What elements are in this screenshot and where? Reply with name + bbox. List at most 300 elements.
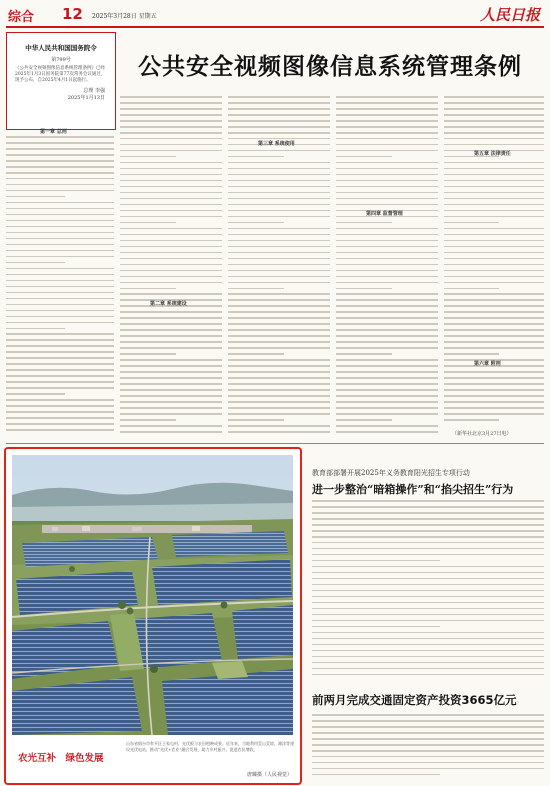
text-line: [444, 293, 544, 295]
text-line: [444, 389, 544, 391]
article-column-3: [228, 96, 330, 440]
text-line: [6, 148, 114, 150]
text-line: [120, 210, 222, 212]
text-line: [336, 347, 438, 349]
text-line: [312, 750, 544, 752]
state-council-decree: [6, 32, 116, 130]
text-line: [336, 299, 438, 301]
text-line: [444, 234, 544, 236]
text-line: [228, 192, 330, 194]
text-line: [228, 222, 284, 224]
text-line: [312, 756, 544, 758]
text-line: [120, 216, 222, 218]
text-line: [228, 246, 330, 248]
text-line: [336, 198, 438, 200]
aerial-photo: [12, 455, 293, 735]
photo-credit: 唐臻摄（人民视觉）: [246, 772, 292, 778]
section-divider: [6, 443, 544, 444]
text-line: [312, 632, 544, 634]
text-line: [6, 190, 114, 192]
text-line: [6, 423, 114, 425]
article-column-5: [444, 96, 544, 426]
text-line: [336, 270, 438, 272]
text-line: [120, 102, 222, 104]
text-line: [336, 204, 438, 206]
text-line: [312, 738, 544, 740]
text-line: [336, 138, 438, 140]
text-line: [120, 138, 222, 140]
text-line: [444, 204, 544, 206]
text-line: [120, 311, 222, 313]
text-line: [120, 150, 222, 152]
text-line: [228, 180, 330, 182]
text-line: [312, 744, 544, 746]
text-line: [120, 383, 222, 385]
text-line: [444, 270, 544, 272]
text-line: [312, 656, 544, 658]
text-line: [120, 144, 222, 146]
text-line: [228, 108, 330, 110]
text-line: [228, 258, 330, 260]
text-line: [444, 323, 544, 325]
text-line: [228, 329, 330, 331]
text-line: [228, 234, 330, 236]
text-line: [336, 234, 438, 236]
text-line: [120, 168, 222, 170]
text-line: [228, 240, 330, 242]
text-line: [120, 413, 222, 415]
text-line: [228, 365, 330, 367]
text-line: [336, 383, 438, 385]
text-line: [444, 282, 544, 284]
text-line: [312, 536, 544, 538]
text-line: [312, 668, 544, 670]
decree-title: 中华人民共和国国务院令: [25, 44, 97, 52]
text-line: [120, 252, 222, 254]
chapter-heading: 第一章 总则: [40, 129, 67, 135]
text-line: [228, 293, 330, 295]
text-line: [312, 726, 544, 728]
text-line: [120, 246, 222, 248]
text-line: [336, 144, 438, 146]
text-line: [6, 387, 114, 389]
text-line: [228, 377, 330, 379]
text-line: [6, 202, 114, 204]
text-line: [120, 431, 222, 433]
text-line: [228, 425, 330, 427]
main-article-title: 公共安全视频图像信息系统管理条例: [138, 54, 522, 80]
text-line: [444, 264, 544, 266]
text-line: [228, 186, 330, 188]
text-line: [312, 602, 544, 604]
text-line: [444, 174, 544, 176]
text-line: [120, 341, 222, 343]
text-line: [6, 154, 114, 156]
chapter-heading: 第六章 附则: [474, 361, 501, 367]
text-line: [312, 644, 544, 646]
decree-date: 2025年1月13日: [67, 95, 105, 101]
text-line: [228, 114, 330, 116]
text-line: [228, 162, 330, 164]
text-line: [336, 252, 438, 254]
text-line: [444, 276, 544, 278]
text-line: [312, 674, 544, 676]
text-line: [6, 363, 114, 365]
text-line: [6, 232, 114, 234]
text-line: [336, 288, 392, 290]
article-column-1: [6, 136, 114, 440]
text-line: [6, 298, 114, 300]
text-line: [228, 150, 330, 152]
text-line: [228, 335, 330, 337]
text-line: [120, 228, 222, 230]
text-line: [336, 413, 438, 415]
text-line: [6, 381, 114, 383]
text-line: [312, 566, 544, 568]
text-line: [228, 126, 330, 128]
text-line: [6, 405, 114, 407]
text-line: [444, 419, 499, 421]
text-line: [444, 383, 544, 385]
text-line: [6, 178, 114, 180]
article-column-4: [336, 96, 438, 440]
text-line: [6, 292, 114, 294]
text-line: [228, 407, 330, 409]
text-line: [120, 335, 222, 337]
text-line: [336, 132, 438, 134]
text-line: [6, 345, 114, 347]
text-line: [6, 310, 114, 312]
text-line: [228, 371, 330, 373]
text-line: [336, 162, 438, 164]
text-line: [444, 162, 544, 164]
article-headline: 前两月完成交通固定资产投资3665亿元: [312, 693, 517, 707]
text-line: [336, 317, 438, 319]
text-line: [228, 132, 330, 134]
text-line: [120, 329, 222, 331]
text-line: [228, 174, 330, 176]
text-line: [6, 375, 114, 377]
text-line: [312, 596, 544, 598]
text-line: [6, 417, 114, 419]
chapter-heading: 第四章 监督管理: [366, 211, 403, 217]
text-line: [120, 270, 222, 272]
text-line: [336, 389, 438, 391]
text-line: [336, 311, 438, 313]
text-line: [228, 353, 284, 355]
text-line: [444, 347, 544, 349]
text-line: [336, 240, 438, 242]
text-line: [312, 548, 544, 550]
text-line: [312, 524, 544, 526]
text-line: [120, 293, 222, 295]
text-line: [120, 240, 222, 242]
text-line: [120, 180, 222, 182]
chapter-heading: 第三章 系统使用: [258, 141, 295, 147]
text-line: [120, 156, 176, 158]
text-line: [444, 138, 544, 140]
text-line: [336, 114, 438, 116]
text-line: [120, 317, 222, 319]
text-line: [444, 317, 544, 319]
text-line: [336, 228, 438, 230]
chapter-heading: 第二章 系统建设: [150, 301, 187, 307]
text-line: [120, 174, 222, 176]
text-line: [336, 371, 438, 373]
section-label: 综合: [8, 10, 35, 25]
text-line: [444, 192, 544, 194]
text-line: [336, 174, 438, 176]
text-line: [120, 120, 222, 122]
text-line: [444, 413, 544, 415]
text-line: [120, 114, 222, 116]
text-line: [312, 608, 544, 610]
text-line: [228, 252, 330, 254]
text-line: [336, 323, 438, 325]
text-line: [444, 407, 544, 409]
text-line: [336, 305, 438, 307]
text-line: [312, 578, 544, 580]
text-line: [312, 638, 544, 640]
text-line: [336, 359, 438, 361]
text-line: [120, 96, 222, 98]
newspaper-logo: 人民日报: [479, 6, 540, 24]
text-line: [312, 732, 544, 734]
article-dateline: （新华社北京3月27日电）: [452, 431, 512, 437]
text-line: [6, 280, 114, 282]
text-line: [336, 419, 392, 421]
text-line: [120, 264, 222, 266]
text-line: [444, 341, 544, 343]
text-line: [312, 650, 544, 652]
text-line: [120, 192, 222, 194]
text-line: [228, 323, 330, 325]
text-line: [228, 419, 284, 421]
text-line: [6, 226, 114, 228]
text-line: [444, 222, 499, 224]
text-line: [6, 316, 114, 318]
text-line: [444, 144, 544, 146]
text-line: [444, 96, 544, 98]
text-line: [120, 377, 222, 379]
text-line: [6, 214, 114, 216]
text-line: [312, 590, 544, 592]
text-line: [444, 258, 544, 260]
text-line: [6, 328, 65, 330]
text-line: [228, 204, 330, 206]
text-line: [312, 512, 544, 514]
text-line: [6, 256, 114, 258]
text-line: [228, 389, 330, 391]
text-line: [336, 401, 438, 403]
text-line: [444, 120, 544, 122]
text-line: [444, 114, 544, 116]
text-line: [336, 126, 438, 128]
text-line: [228, 359, 330, 361]
text-line: [444, 335, 544, 337]
article-column-2: [120, 96, 222, 440]
text-line: [312, 720, 544, 722]
text-line: [228, 299, 330, 301]
text-line: [228, 168, 330, 170]
text-line: [312, 572, 544, 574]
text-line: [312, 500, 544, 502]
text-line: [6, 339, 114, 341]
text-line: [444, 240, 544, 242]
text-line: [228, 102, 330, 104]
chapter-heading: 第五章 法律责任: [474, 151, 511, 157]
text-line: [312, 518, 544, 520]
text-line: [336, 264, 438, 266]
text-line: [120, 401, 222, 403]
text-line: [228, 228, 330, 230]
text-line: [6, 250, 114, 252]
text-line: [444, 311, 544, 313]
photo-title: 农光互补 绿色发展: [18, 753, 104, 764]
text-line: [336, 293, 438, 295]
photo-feature: [4, 447, 302, 785]
text-line: [444, 210, 544, 212]
text-line: [6, 399, 114, 401]
text-line: [120, 108, 222, 110]
text-line: [6, 160, 114, 162]
text-line: [120, 126, 222, 128]
text-line: [6, 304, 114, 306]
text-line: [444, 216, 544, 218]
text-line: [312, 584, 544, 586]
text-line: [228, 317, 330, 319]
text-line: [120, 198, 222, 200]
text-line: [228, 198, 330, 200]
text-line: [336, 186, 438, 188]
text-line: [312, 554, 544, 556]
text-line: [120, 359, 222, 361]
text-line: [336, 395, 438, 397]
text-line: [6, 268, 114, 270]
text-line: [228, 311, 330, 313]
text-line: [336, 150, 438, 152]
text-line: [444, 102, 544, 104]
text-line: [336, 329, 438, 331]
text-line: [228, 216, 330, 218]
text-line: [444, 132, 544, 134]
text-line: [120, 276, 222, 278]
issue-date: 2025年3月28日 星期五: [92, 13, 157, 20]
text-line: [336, 180, 438, 182]
text-line: [444, 252, 544, 254]
text-line: [120, 407, 222, 409]
text-line: [228, 264, 330, 266]
text-line: [336, 192, 438, 194]
text-line: [444, 401, 544, 403]
text-line: [120, 353, 176, 355]
text-line: [444, 329, 544, 331]
text-line: [228, 156, 284, 158]
text-line: [336, 258, 438, 260]
text-line: [120, 365, 222, 367]
text-line: [228, 120, 330, 122]
text-line: [444, 305, 544, 307]
text-line: [312, 662, 544, 664]
text-line: [228, 401, 330, 403]
text-line: [120, 222, 176, 224]
masthead: [6, 4, 544, 28]
text-line: [6, 208, 114, 210]
text-line: [336, 156, 392, 158]
page-number: 12: [62, 5, 83, 23]
text-line: [6, 142, 114, 144]
text-line: [228, 341, 330, 343]
text-line: [120, 132, 222, 134]
article-headline: 进一步整治“暗箱操作”和“掐尖招生”行为: [312, 483, 514, 496]
text-line: [6, 369, 114, 371]
text-line: [120, 162, 222, 164]
text-line: [312, 768, 544, 770]
text-line: [444, 126, 544, 128]
text-line: [336, 365, 438, 367]
text-line: [228, 413, 330, 415]
text-line: [6, 244, 114, 246]
text-line: [120, 395, 222, 397]
text-line: [120, 288, 176, 290]
article-body: [312, 714, 544, 780]
text-line: [228, 270, 330, 272]
text-line: [6, 274, 114, 276]
text-line: [444, 371, 544, 373]
text-line: [6, 136, 114, 138]
text-line: [6, 172, 114, 174]
text-line: [6, 196, 65, 198]
text-line: [6, 357, 114, 359]
text-line: [444, 246, 544, 248]
text-line: [312, 560, 440, 562]
text-line: [6, 333, 114, 335]
text-line: [120, 425, 222, 427]
text-line: [6, 393, 65, 395]
text-line: [228, 395, 330, 397]
text-line: [444, 288, 499, 290]
text-line: [228, 276, 330, 278]
text-line: [444, 108, 544, 110]
text-line: [312, 614, 544, 616]
text-line: [336, 377, 438, 379]
text-line: [336, 102, 438, 104]
text-line: [444, 168, 544, 170]
text-line: [228, 347, 330, 349]
text-line: [120, 282, 222, 284]
text-line: [228, 96, 330, 98]
photo-caption: 山东省烟台市牟平区王家屯村，光伏板与农田相映成景。近年来，当地利用荒山荒坡、滩涂等建设光伏电站，推动“光伏+农业”融合发展，助力乡村振兴，促进农民增收。: [126, 741, 294, 752]
decree-number: 第799号: [51, 57, 71, 63]
decree-signature: 总理 李强: [83, 88, 105, 94]
text-line: [444, 186, 544, 188]
text-line: [228, 383, 330, 385]
text-line: [6, 184, 114, 186]
article-kicker: 教育部部署开展2025年义务教育阳光招生专项行动: [312, 469, 470, 477]
text-line: [336, 96, 438, 98]
text-line: [6, 429, 114, 431]
text-line: [444, 299, 544, 301]
text-line: [336, 431, 438, 433]
text-line: [6, 322, 114, 324]
text-line: [444, 353, 499, 355]
text-line: [312, 530, 544, 532]
article-body: [312, 500, 544, 684]
text-line: [6, 262, 65, 264]
text-line: [312, 506, 544, 508]
text-line: [444, 228, 544, 230]
text-line: [6, 166, 114, 168]
